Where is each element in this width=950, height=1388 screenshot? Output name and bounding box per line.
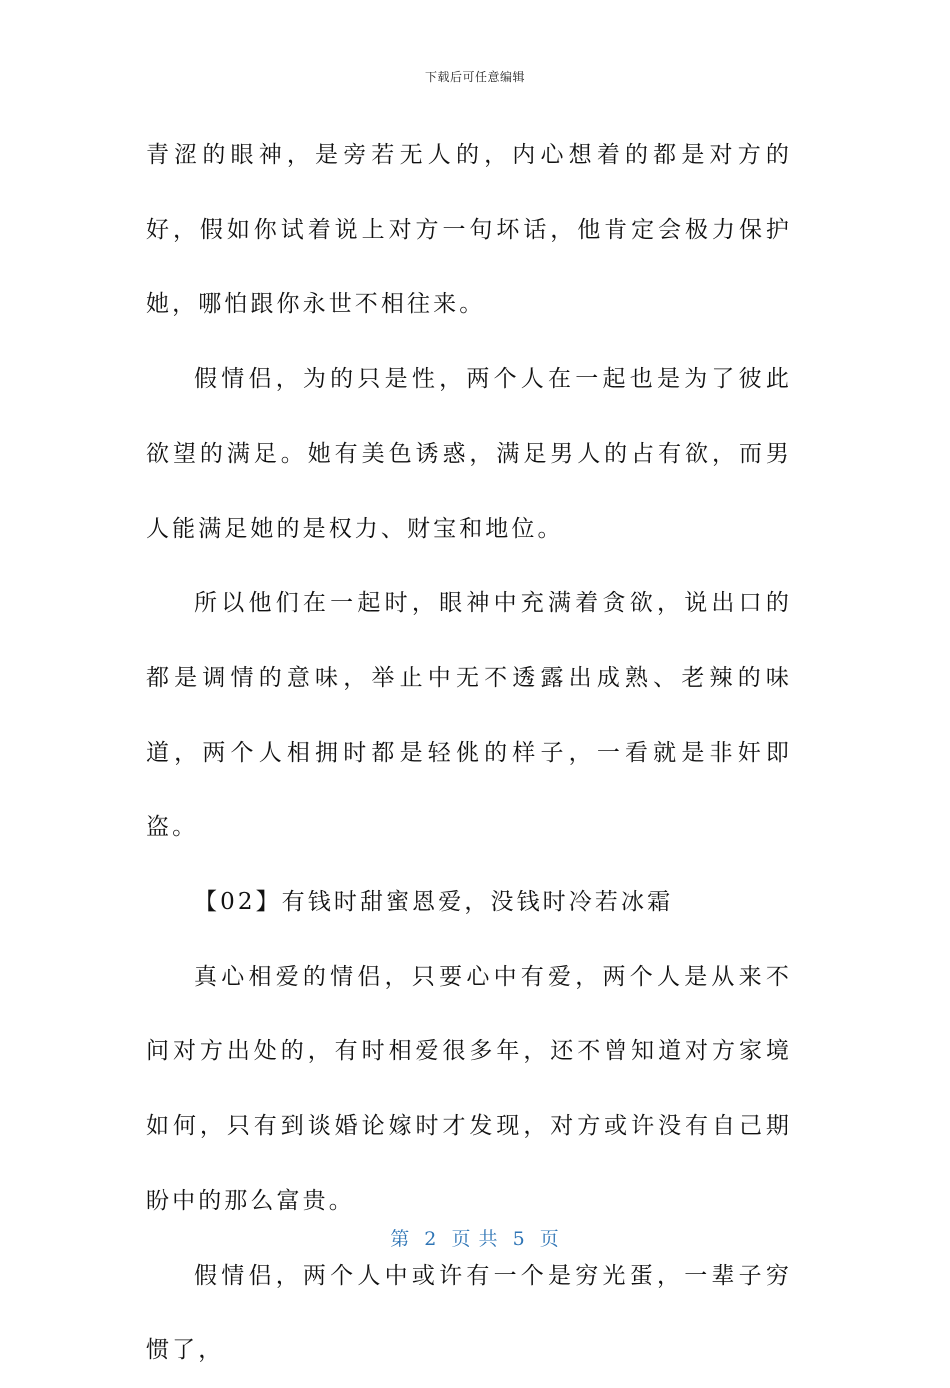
page-number-footer: 第 2 页 共 5 页 xyxy=(390,1228,560,1250)
paragraph-2: 假情侣，为的只是性，两个人在一起也是为了彼此欲望的满足。她有美色诱惑，满足男人的占有欲，而男人能满足她的是权力、财宝和地位。 xyxy=(146,366,792,542)
page-header: 下载后可任意编辑 xyxy=(424,70,525,84)
paragraph-4: 真心相爱的情侣，只要心中有爱，两个人是从来不问对方出处的，有时相爱很多年，还不曾知道对方家境如何，只有到谈婚论嫁时才发现，对方或许没有自己期盼中的那么富贵。 xyxy=(146,963,792,1214)
document-body xyxy=(146,118,792,1388)
paragraph-3: 所以他们在一起时，眼神中充满着贪欲，说出口的都是调情的意味，举止中无不透露出成熟、老辣的味道，两个人相拥时都是轻佻的样子，一看就是非奸即盗。 xyxy=(146,590,792,841)
section-heading: 【02】有钱时甜蜜恩爱，没钱时冷若冰霜 xyxy=(194,889,674,916)
paragraph-5: 假情侣，两个人中或许有一个是穷光蛋，一辈子穷惯了， xyxy=(146,1262,792,1364)
paragraph-1: 青涩的眼神，是旁若无人的，内心想着的都是对方的好，假如你试着说上对方一句坏话，他肯定会极力保护她，哪怕跟你永世不相往来。 xyxy=(146,142,792,318)
